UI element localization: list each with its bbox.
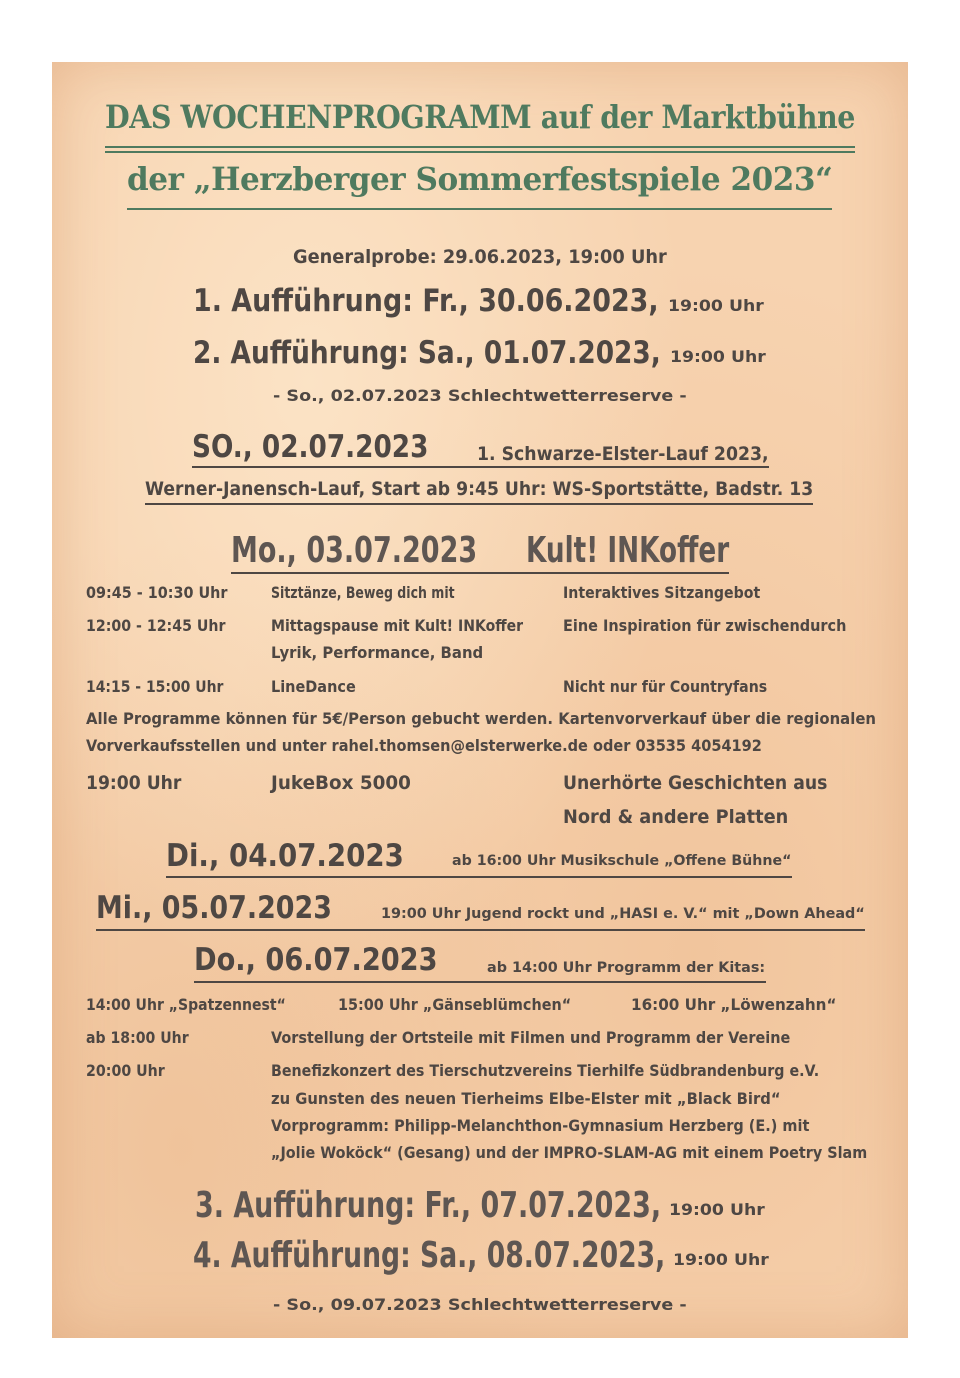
monday-row1-name: Sitztänze, Beweg dich mit	[271, 583, 455, 602]
kita-3: 16:00 Uhr „Löwenzahn“	[631, 995, 837, 1014]
thursday-rule	[194, 981, 766, 983]
thursday-event: ab 14:00 Uhr Programm der Kitas:	[487, 960, 766, 976]
thursday-20-line1: Benefizkonzert des Tierschutzvereins Tierhilfe Südbrandenburg e.V.	[271, 1061, 820, 1080]
sunday-detail-rule	[145, 503, 813, 505]
monday-note-line2: Vorverkaufsstellen und unter rahel.thomsen@elsterwerke.de oder 03535 4054192	[86, 736, 762, 755]
tuesday-event: ab 16:00 Uhr Musikschule „Offene Bühne“	[452, 853, 792, 869]
monday-row2-name2: Lyrik, Performance, Band	[271, 643, 484, 662]
weather-reserve-2: - So., 09.07.2023 Schlechtwetterreserve -	[273, 1295, 687, 1314]
poster-title-line1: DAS WOCHENPROGRAMM auf der Marktbühne	[105, 98, 855, 136]
performance-3: 3. Aufführung: Fr., 07.07.2023,	[195, 1185, 662, 1226]
monday-row3-time: 14:15 - 15:00 Uhr	[86, 677, 224, 696]
monday-row2-time: 12:00 - 12:45 Uhr	[86, 616, 226, 635]
tuesday-rule	[166, 876, 792, 878]
monday-row3-desc: Nicht nur für Countryfans	[563, 677, 768, 696]
monday-row2-name: Mittagspause mit Kult! INKoffer	[271, 616, 524, 635]
monday-rule	[231, 572, 729, 574]
thursday-18-time: ab 18:00 Uhr	[86, 1028, 189, 1047]
wednesday-date: Mi., 05.07.2023	[96, 890, 332, 926]
performance-3-time: 19:00 Uhr	[669, 1200, 765, 1219]
performance-1: 1. Aufführung: Fr., 30.06.2023,	[193, 283, 659, 319]
kita-2: 15:00 Uhr „Gänseblümchen“	[338, 995, 572, 1014]
sunday-event: 1. Schwarze-Elster-Lauf 2023,	[477, 443, 769, 465]
tuesday-date: Di., 04.07.2023	[166, 838, 404, 874]
performance-1-time: 19:00 Uhr	[668, 296, 764, 315]
weather-reserve-1: - So., 02.07.2023 Schlechtwetterreserve -	[273, 386, 687, 405]
thursday-20-line3: Vorprogramm: Philipp-Melanchthon-Gymnasium Herzberg (E.) mit	[271, 1116, 810, 1135]
thursday-20-time: 20:00 Uhr	[86, 1061, 165, 1080]
monday-evening-time: 19:00 Uhr	[86, 772, 182, 794]
thursday-18-text: Vorstellung der Ortsteile mit Filmen und Programm der Vereine	[271, 1028, 791, 1047]
thursday-20-line4: „Jolie Woköck“ (Gesang) und der IMPRO-SLAM-AG mit einem Poetry Slam	[271, 1143, 868, 1162]
monday-note-line1: Alle Programme können für 5€/Person gebucht werden. Kartenvorverkauf über die regionalen	[86, 709, 876, 728]
thursday-date: Do., 06.07.2023	[194, 942, 438, 978]
thursday-20-line2: zu Gunsten des neuen Tierheims Elbe-Elster mit „Black Bird“	[271, 1089, 781, 1108]
monday-evening-desc2: Nord & andere Platten	[563, 806, 789, 828]
title-rule	[127, 208, 832, 210]
monday-evening-desc1: Unerhörte Geschichten aus	[563, 772, 828, 794]
performance-4: 4. Aufführung: Sa., 08.07.2023,	[193, 1235, 666, 1276]
sunday-detail: Werner-Janensch-Lauf, Start ab 9:45 Uhr: WS-Sportstätte, Badstr. 13	[145, 478, 814, 500]
monday-row1-desc: Interaktives Sitzangebot	[563, 583, 761, 602]
monday-date: Mo., 03.07.2023	[231, 530, 478, 571]
kita-1: 14:00 Uhr „Spatzennest“	[86, 995, 286, 1014]
sunday-date: SO., 02.07.2023	[192, 429, 429, 465]
monday-evening-name: JukeBox 5000	[271, 772, 411, 794]
monday-row2-desc: Eine Inspiration für zwischendurch	[563, 616, 847, 635]
monday-event: Kult! INKoffer	[526, 530, 730, 571]
poster-title-line2: der „Herzberger Sommerfestspiele 2023“	[127, 160, 833, 198]
performance-2-time: 19:00 Uhr	[670, 347, 766, 366]
monday-row3-name: LineDance	[271, 677, 356, 696]
generalprobe: Generalprobe: 29.06.2023, 19:00 Uhr	[293, 246, 667, 268]
monday-row1-time: 09:45 - 10:30 Uhr	[86, 583, 228, 602]
performance-2: 2. Aufführung: Sa., 01.07.2023,	[193, 335, 661, 371]
wednesday-event: 19:00 Uhr Jugend rockt und „HASI e. V.“ mit „Down Ahead“	[381, 906, 865, 922]
sunday-rule	[192, 466, 769, 468]
title-rule	[105, 151, 855, 153]
title-rule	[105, 146, 855, 148]
performance-4-time: 19:00 Uhr	[673, 1250, 769, 1269]
wednesday-rule	[96, 929, 865, 931]
